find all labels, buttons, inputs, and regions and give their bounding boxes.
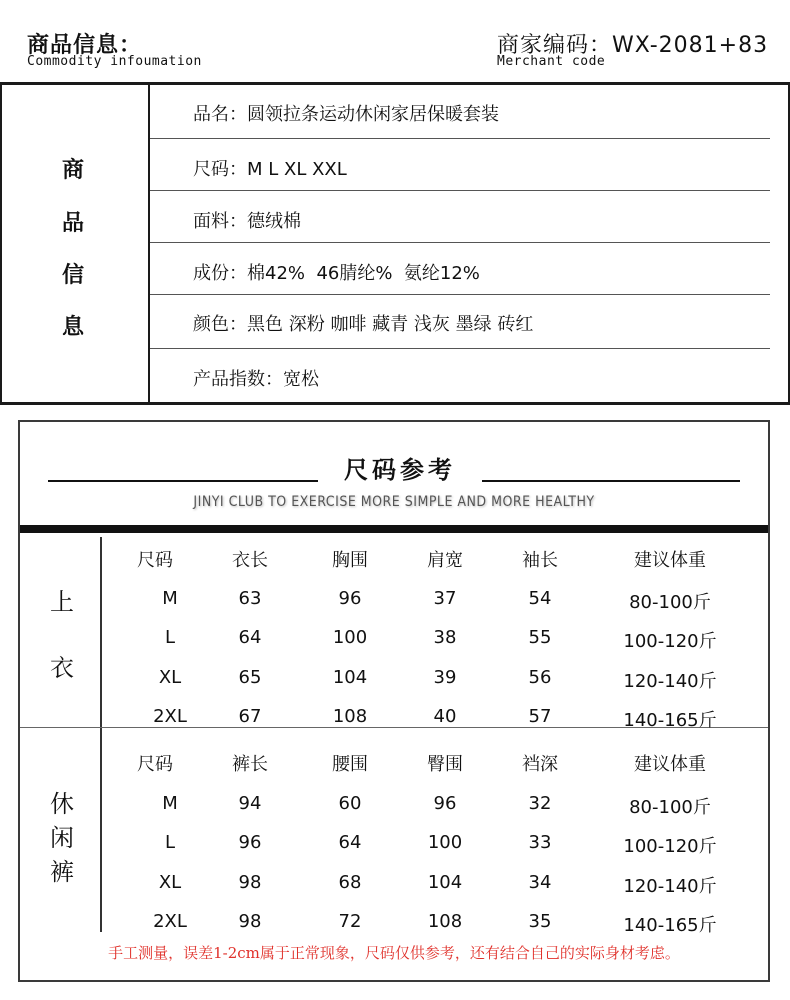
top-size-cell: 64	[238, 627, 262, 648]
pants-size-cell: 32	[528, 793, 552, 814]
top-size-cell: 38	[433, 627, 457, 648]
label-column-divider	[100, 537, 102, 932]
pants-size-header-cell: 尺码	[137, 754, 173, 775]
pants-size-cell: 104	[427, 872, 463, 893]
row-divider	[150, 348, 770, 349]
top-group-label-char: 衣	[50, 654, 74, 682]
row-divider	[150, 138, 770, 139]
info-row-composition: 成份：棉42% 46腈纶% 氨纶12%	[193, 263, 480, 284]
pants-size-cell: 108	[427, 911, 463, 932]
info-left-border	[0, 84, 2, 404]
top-size-cell: 140-165斤	[623, 710, 717, 731]
info-row-name: 品名：圆领拉条运动休闲家居保暖套装	[193, 104, 499, 125]
top-size-cell: L	[164, 627, 176, 648]
top-size-cell: 39	[433, 667, 457, 688]
top-size-cell: 37	[433, 588, 457, 609]
info-row-colors: 颜色：黑色 深粉 咖啡 藏青 浅灰 墨绿 砖红	[193, 314, 534, 335]
row-divider	[150, 190, 770, 191]
size-chart-title: 尺码参考	[344, 456, 456, 484]
product-info-section	[0, 0, 790, 405]
pants-size-cell: 80-100斤	[629, 797, 711, 818]
pants-size-cell: 120-140斤	[623, 876, 717, 897]
info-row-fit: 产品指数：宽松	[193, 369, 319, 390]
top-size-cell: 57	[528, 706, 552, 727]
pants-size-cell: M	[162, 793, 178, 814]
top-size-header-cell: 衣长	[232, 550, 268, 571]
pants-size-cell: L	[164, 832, 176, 853]
pants-size-cell: 2XL	[153, 911, 187, 932]
pants-size-cell: 33	[528, 832, 552, 853]
info-column-divider	[148, 84, 150, 404]
info-side-label-char: 信	[61, 263, 84, 288]
merchant-code-subtitle: Merchant code	[497, 54, 606, 69]
pants-size-cell: 100	[427, 832, 463, 853]
top-size-cell: 104	[332, 667, 368, 688]
top-size-cell: 56	[528, 667, 552, 688]
size-chart-card	[18, 420, 770, 982]
top-size-cell: 54	[528, 588, 552, 609]
pants-size-cell: 34	[528, 872, 552, 893]
info-side-label-char: 商	[61, 158, 84, 183]
pants-size-header-cell: 建议体重	[634, 754, 706, 775]
top-size-cell: 2XL	[153, 706, 187, 727]
top-size-cell: 65	[238, 667, 262, 688]
top-size-header-cell: 胸围	[332, 550, 368, 571]
bottom-group-label-char: 闲	[50, 824, 74, 852]
pants-size-cell: 96	[238, 832, 262, 853]
info-row-size: 尺码：M L XL XXL	[193, 159, 347, 180]
brand-slogan: JINYI CLUB TO EXERCISE MORE SIMPLE AND MORE HEALTHY	[193, 494, 595, 510]
top-size-cell: 67	[238, 706, 262, 727]
pants-size-cell: 98	[238, 911, 262, 932]
pants-size-cell: 100-120斤	[623, 836, 717, 857]
header-divider	[0, 82, 790, 85]
top-size-header-cell: 尺码	[137, 550, 173, 571]
top-size-cell: 120-140斤	[623, 671, 717, 692]
commodity-info-subtitle: Commodity infoumation	[27, 54, 202, 69]
measurement-footnote: 手工测量，误差1-2cm属于正常现象，尺码仅供参考，还有结合自己的实际身材考虑。	[108, 944, 680, 962]
top-size-cell: 40	[433, 706, 457, 727]
top-size-cell: 80-100斤	[629, 592, 711, 613]
info-side-label-char: 息	[61, 315, 84, 340]
pants-size-cell: 96	[433, 793, 457, 814]
merchant-code-title: 商家编码：WX-2081+83	[497, 33, 769, 58]
pants-size-cell: 64	[338, 832, 362, 853]
bottom-group-label-char: 休	[50, 790, 74, 818]
pants-size-cell: 35	[528, 911, 552, 932]
top-size-cell: XL	[158, 667, 182, 688]
info-row-fabric: 面料：德绒棉	[193, 211, 301, 232]
title-thick-bar	[20, 525, 768, 533]
row-divider	[150, 242, 770, 243]
top-size-cell: 96	[338, 588, 362, 609]
pants-size-cell: 72	[338, 911, 362, 932]
top-size-cell: 55	[528, 627, 552, 648]
pants-size-cell: 68	[338, 872, 362, 893]
pants-size-cell: 140-165斤	[623, 915, 717, 936]
pants-size-header-cell: 臀围	[427, 754, 463, 775]
pants-size-cell: 94	[238, 793, 262, 814]
top-size-cell: 100-120斤	[623, 631, 717, 652]
pants-size-header-cell: 腰围	[332, 754, 368, 775]
row-divider	[150, 294, 770, 295]
title-left-rule	[48, 480, 318, 482]
commodity-info-title: 商品信息：	[27, 33, 143, 58]
pants-size-cell: 60	[338, 793, 362, 814]
top-size-cell: M	[162, 588, 178, 609]
top-size-header-cell: 袖长	[522, 550, 558, 571]
title-right-rule	[482, 480, 740, 482]
pants-size-cell: 98	[238, 872, 262, 893]
top-size-cell: 108	[332, 706, 368, 727]
info-side-label-char: 品	[61, 211, 84, 236]
info-bottom-border	[0, 402, 790, 405]
top-size-header-cell: 肩宽	[427, 550, 463, 571]
pants-size-cell: XL	[158, 872, 182, 893]
top-size-cell: 63	[238, 588, 262, 609]
bottom-group-label-char: 裤	[50, 858, 74, 886]
top-group-label-char: 上	[50, 588, 74, 616]
pants-size-header-cell: 裆深	[522, 754, 558, 775]
top-size-header-cell: 建议体重	[634, 550, 706, 571]
pants-size-header-cell: 裤长	[232, 754, 268, 775]
top-size-cell: 100	[332, 627, 368, 648]
